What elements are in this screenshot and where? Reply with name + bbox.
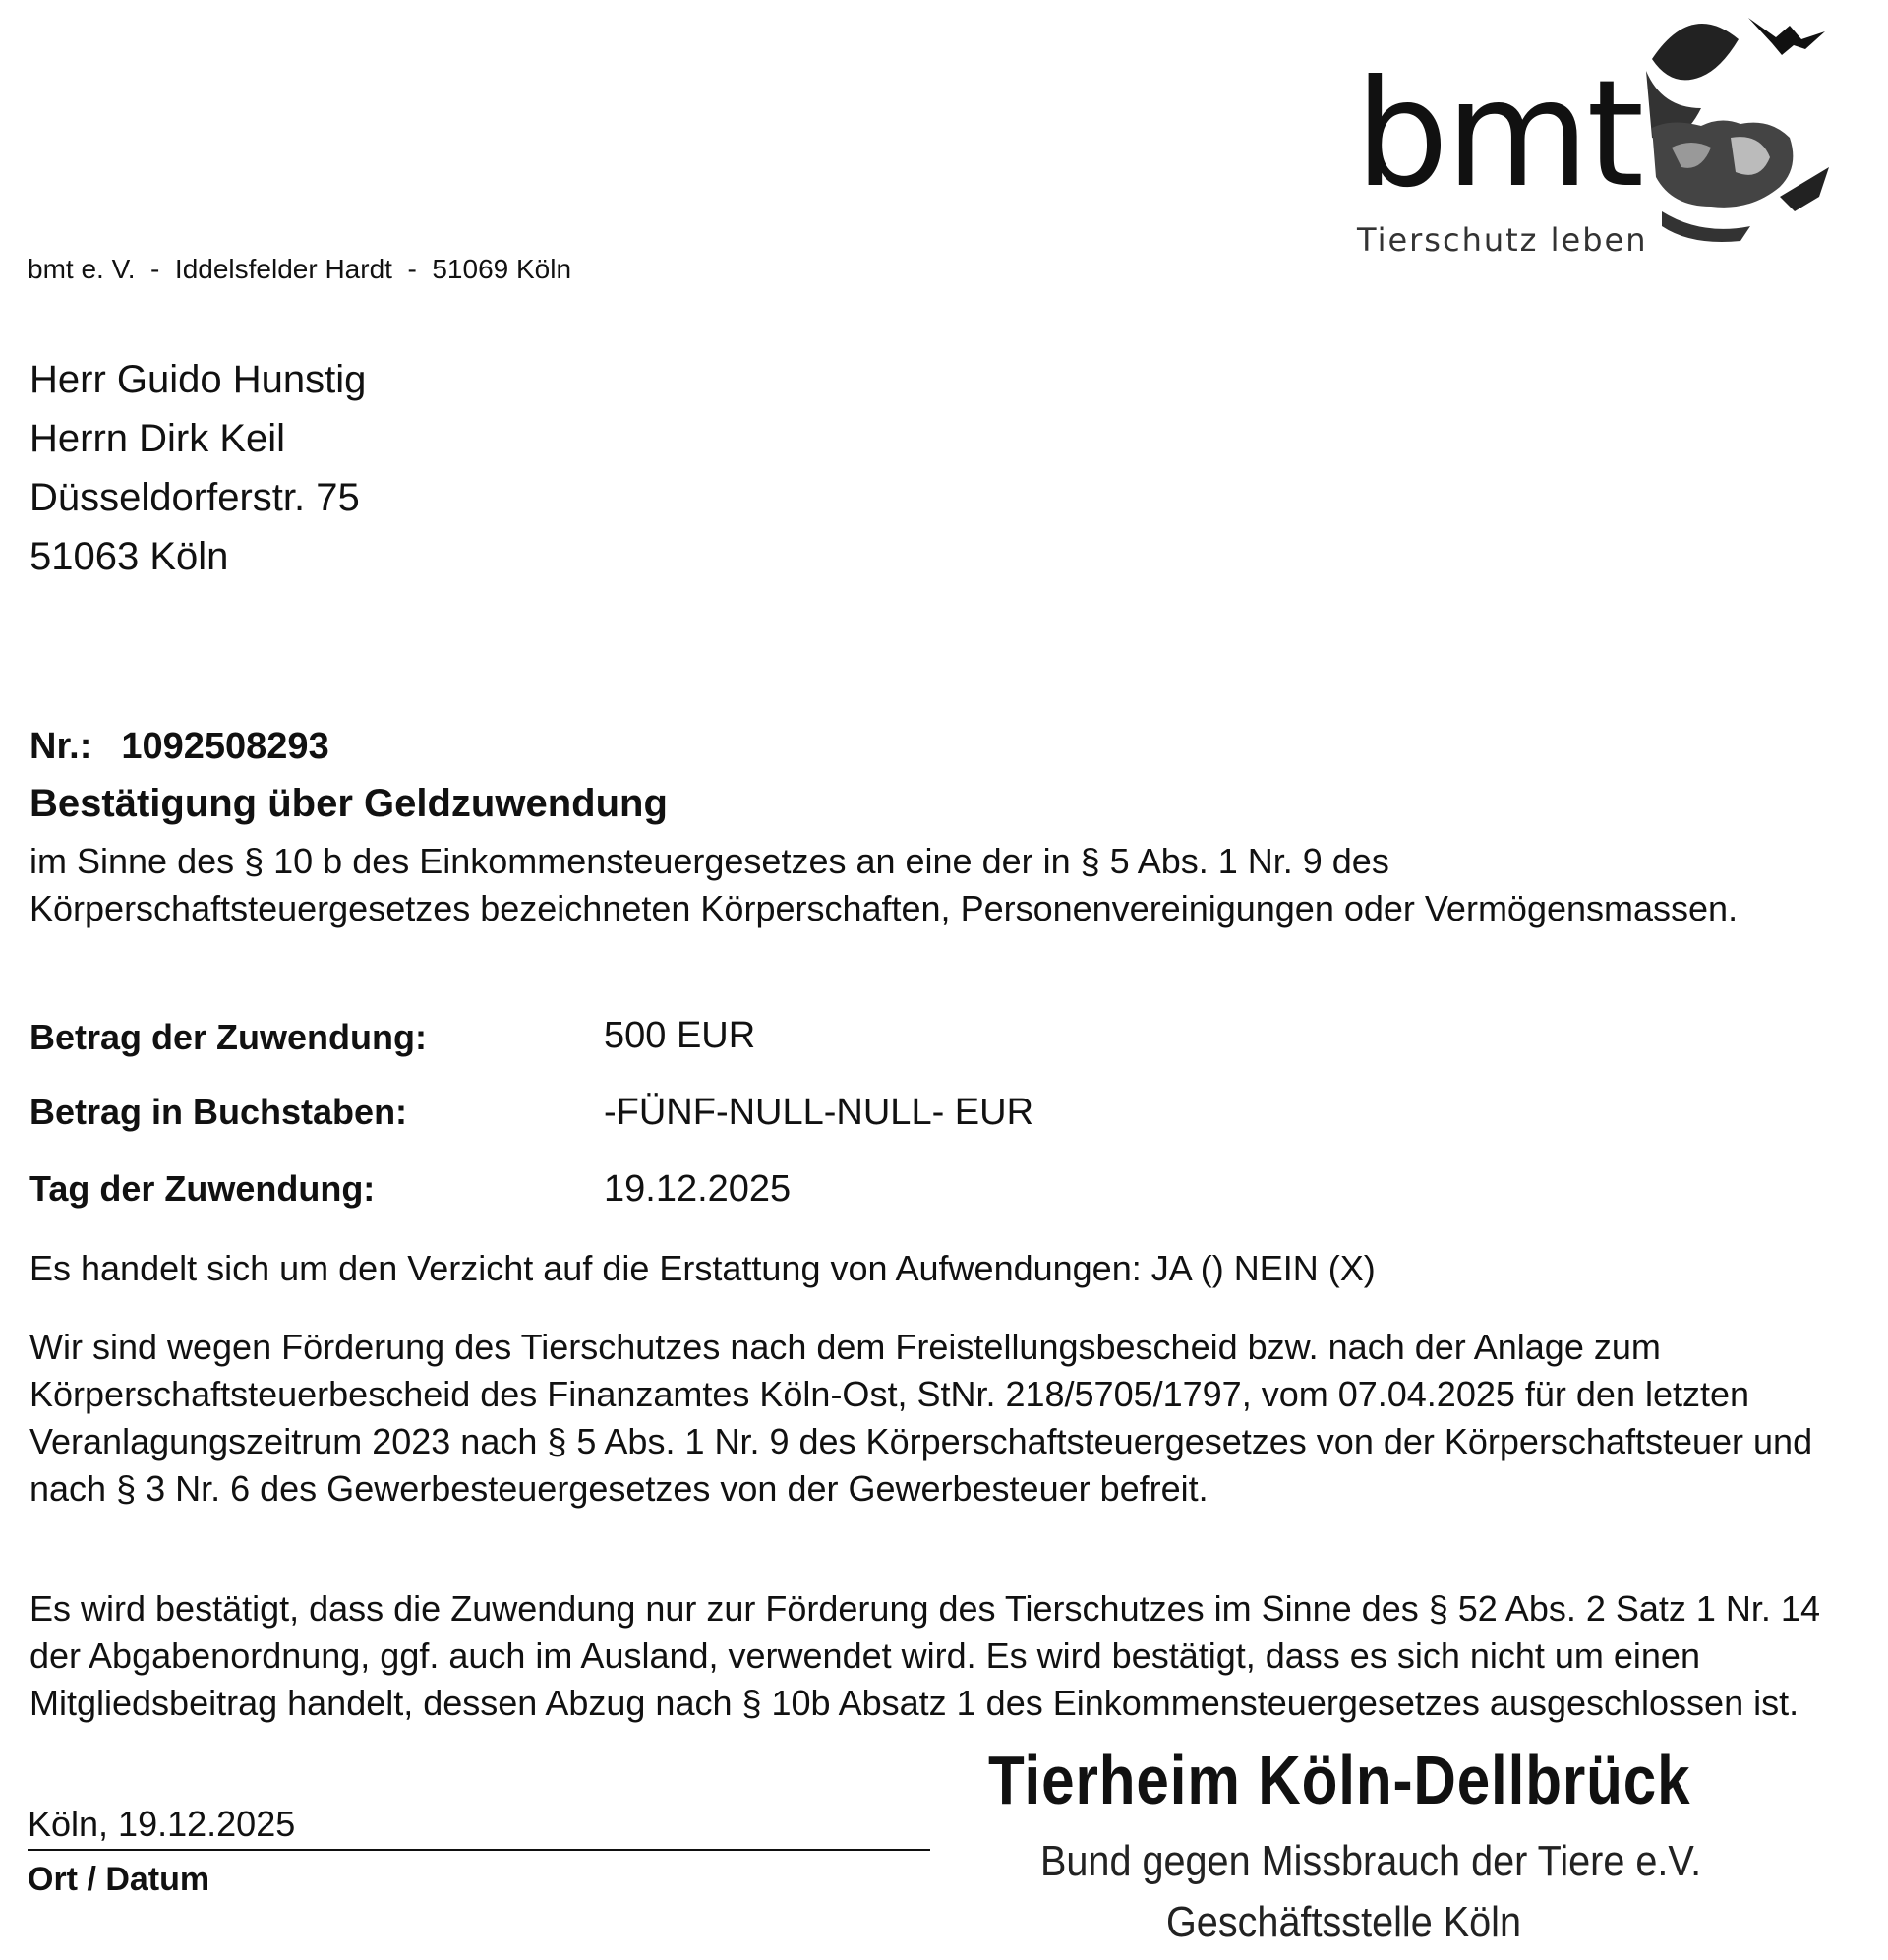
receipt-number (30, 726, 329, 768)
logo-animal-artwork (1632, 0, 1868, 261)
waiver-statement: Es handelt sich um den Verzicht auf die Erstattung von Aufwendungen: JA () NEIN (X) (30, 1248, 1376, 1288)
confirmation-paragraph: Es wird bestätigt, dass die Zuwendung nur zur Förderung des Tierschutzes im Sinne des § 52 Abs. 2 Satz 1 Nr. 14 der Abgabenordnung, ggf. auch im Ausland, verwendet wird. Es wird bestätigt, dass es sich nicht um einen Mitgliedsbeitrag handelt, dessen Abzug nach § 10b Absatz 1 des Einkommensteuergesetzes ausgeschlossen ist. (30, 1588, 1820, 1723)
recipient-address (30, 350, 366, 586)
recipient-city: 51063 Köln (30, 535, 229, 578)
sender-line: bmt e. V. - Iddelsfelder Hardt - 51069 Köln (28, 254, 572, 284)
recipient-street: Düsseldorferstr. 75 (30, 476, 360, 519)
document-title: Bestätigung über Geldzuwendung (30, 782, 668, 825)
stamp-organization: Tierheim Köln-Dellbrück (988, 1742, 1691, 1818)
intro-paragraph: im Sinne des § 10 b des Einkommensteuergesetzes an eine der in § 5 Abs. 1 Nr. 9 des Körperschaftsteuergesetzes bezeichneten Körperschaften, Personenvereinigungen oder Vermögensmassen. (30, 841, 1739, 928)
amount-words-value: -FÜNF-NULL-NULL- EUR (604, 1092, 1034, 1133)
receipt-number-label: Nr.: (30, 726, 92, 767)
logo-tagline: Tierschutz leben (1357, 221, 1648, 259)
place-date-label: Ort / Datum (28, 1861, 210, 1898)
amount-label: Betrag der Zuwendung: (30, 1017, 427, 1057)
stamp-office: Geschäftsstelle Köln (1166, 1898, 1521, 1946)
signature-line (28, 1849, 930, 1851)
logo-wordmark: bmt (1355, 49, 1642, 220)
stamp-subtitle: Bund gegen Missbrauch der Tiere e.V. (1040, 1837, 1702, 1885)
donation-date-value: 19.12.2025 (604, 1168, 792, 1210)
amount-words-label: Betrag in Buchstaben: (30, 1092, 408, 1132)
exemption-paragraph: Wir sind wegen Förderung des Tierschutzes nach dem Freistellungsbescheid bzw. nach der Anlage zum Körperschaftsteuerbescheid des Finanzamtes Köln-Ost, StNr. 218/5705/1797, vom 07.04.2025 für den letzten Veranlagungszeitrum 2023 nach § 5 Abs. 1 Nr. 9 des Körperschaftsteuergesetzes von der Körperschaftsteuer und nach § 3 Nr. 6 des Gewerbesteuergesetzes von der Gewerbesteuer befreit. (30, 1327, 1813, 1509)
place-date-value: Köln, 19.12.2025 (28, 1804, 296, 1844)
receipt-number-value: 1092508293 (121, 726, 329, 767)
recipient-line-1: Herr Guido Hunstig (30, 358, 367, 401)
amount-value: 500 EUR (604, 1015, 756, 1056)
donation-date-label: Tag der Zuwendung: (30, 1168, 376, 1209)
recipient-line-2: Herrn Dirk Keil (30, 417, 286, 460)
